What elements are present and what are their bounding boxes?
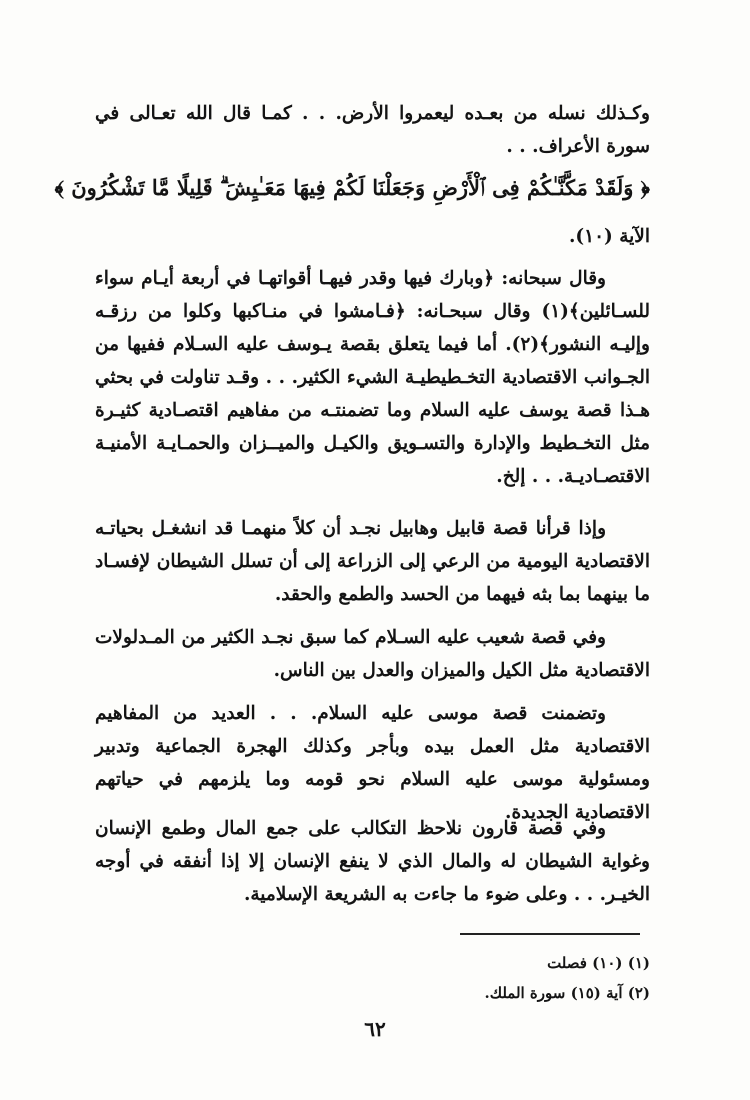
paragraph-yusuf: وقال سبحانه: ﴿وبارك فيها وقدر فيهـا أقواتهـا في أربعة أيـام سواء للسـائلين﴾(١) وقال سبحـانه: ﴿فـامشوا في منـاكبها وكلوا من رزقـه وإليـه النشور﴾(٢). أما فيما يتعلق بقصة يـوسف عليه السـلام ففيها من الجـوانب الاقتصادية التخـطيطيـة الشيء الكثير. . . وقـد تناولت في بحثي هـذا قصة يوسف عليه السلام وما تضمنتـه من مفاهيم اقتصـادية كثيـرة مثل التخـطيط والإدارة والتسـويق والكيـل والميــزان والحمـايـة الأمنيـة الاقتصـاديـة. . . إلخ. <box>95 268 650 487</box>
quran-verse: ﴿ وَلَقَدْ مَكَّنَّـٰكُمْ فِى ٱلْأَرْضِ وَجَعَلْنَا لَكُمْ فِيهَا مَعَـٰيِشَ ۗ قَلِيلًا مَّا تَشْكُرُونَ ﴾ <box>54 175 650 200</box>
page-number: ٦٢ <box>364 1017 386 1041</box>
paragraph-intro: وكـذلك نسله من بعـده ليعمروا الأرض. . . كمـا قال الله تعـالى في سورة الأعراف. . . <box>95 103 650 157</box>
paragraph-qarun: وفي قصة قارون نلاحظ التكالب على جمع المال وطمع الإنسان وغواية الشيطان له والمال الذي لا ينفع الإنسان إلا إذا أنفقه في أوجه الخيـر. . . وعلى ضوء ما جاءت به الشريعة الإسلامية. <box>95 818 650 905</box>
footnote-1: (١) (١٠) فصلت <box>547 954 650 972</box>
ayah-reference: الآية (١٠). <box>568 226 650 247</box>
paragraph-shuaib: وفي قصة شعيب عليه السـلام كما سبق نجـد الكثير من المـدلولات الاقتصادية مثل الكيل والميزان والعدل بين الناس. <box>95 627 650 681</box>
footnote-divider <box>460 933 640 935</box>
paragraph-musa: وتضمنت قصة موسى عليه السلام. . . العديد من المفاهيم الاقتصادية مثل العمل بيده وبأجر وكذلك الهجرة الجماعية وتدبير ومسئولية موسى عليه السلام نحو قومه وما يلزمهم في حياتهم الاقتصادية الجديدة. <box>95 703 650 823</box>
footnote-2: (٢) آية (١٥) سورة الملك. <box>484 984 650 1002</box>
paragraph-qabil-habil: وإذا قرأنا قصة قابيل وهابيل نجـد أن كلاً منهمـا قد انشغـل بحياتـه الاقتصادية اليومية من الرعي إلى الزراعة إلى أن تسلل الشيطان لإفسـاد ما بينهما بما بثه فيهما من الحسد والطمع والحقد. <box>95 518 650 605</box>
